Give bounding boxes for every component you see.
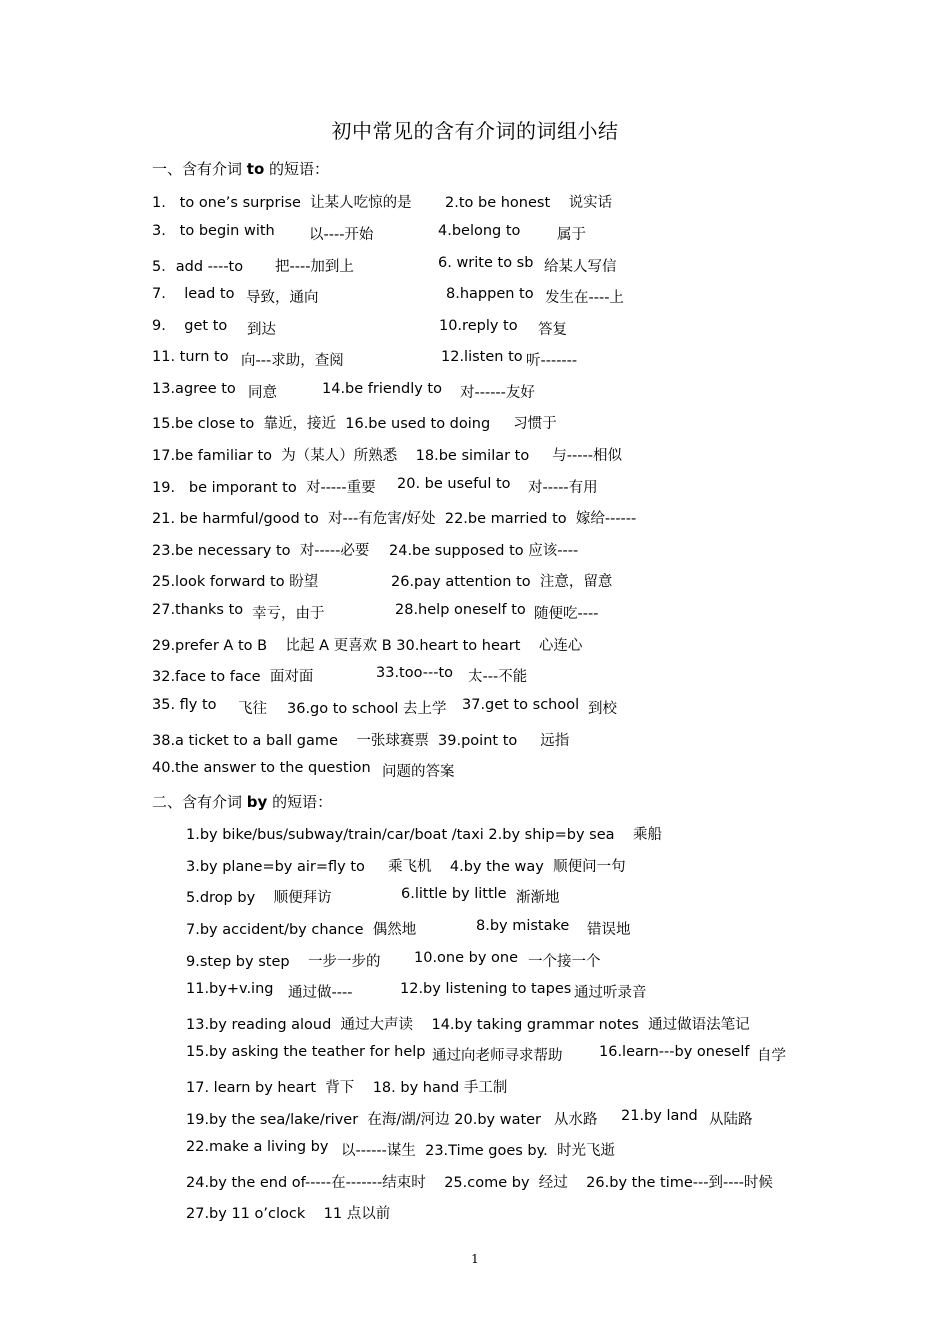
- phrase-text: 40.the answer to the question: [152, 760, 371, 776]
- phrase-text: 飞往: [238, 701, 267, 717]
- phrase-text: 23.be necessary to 对-----必要: [152, 543, 370, 559]
- phrase-text: 17. learn by heart 背下 18. by hand 手工制: [186, 1080, 508, 1096]
- phrase-text: 11.by+v.ing: [186, 981, 274, 997]
- phrase-line: [152, 412, 557, 434]
- page-title: 初中常见的含有介词的词组小结: [331, 119, 619, 143]
- phrase-line: [186, 1139, 615, 1161]
- phrase-line: [152, 570, 613, 592]
- phrase-line: [186, 1076, 508, 1098]
- phrase-text: 9.step by step 一步一步的: [186, 954, 381, 970]
- phrase-text: 3. to begin with: [152, 223, 275, 239]
- phrase-text: 33.too---to: [376, 665, 454, 681]
- section-heading-to: [152, 158, 329, 179]
- phrase-line: [152, 381, 535, 403]
- phrase-text: 22.make a living by: [186, 1139, 329, 1155]
- phrase-text: 通过听录音: [574, 985, 647, 1001]
- phrase-text: 随便吃----: [534, 606, 599, 622]
- phrase-line: [186, 1202, 391, 1224]
- phrase-text: 16.learn---by oneself: [599, 1044, 750, 1060]
- phrase-line: [186, 950, 601, 972]
- heading-suffix: 的短语：: [264, 160, 330, 178]
- phrase-text: 向---求助，查阅: [241, 353, 344, 369]
- phrase-line: [152, 223, 586, 245]
- phrase-text: 21. be harmful/good to 对---有危害/好处 22.be married to 嫁给------: [152, 511, 637, 527]
- phrase-text: 从陆路: [709, 1112, 753, 1128]
- phrase-text: 19.by the sea/lake/river 在海/湖/河边 20.by water: [186, 1112, 542, 1128]
- phrase-text: 导致，通向: [246, 290, 319, 306]
- phrase-text: 24.by the end of-----在-------结束时 25.come by 经过 26.by the time---到----时候: [186, 1175, 773, 1191]
- phrase-text: 10.one by one: [414, 950, 519, 966]
- phrase-text: 27.thanks to: [152, 602, 244, 618]
- heading-prefix: 一、含有介词: [152, 160, 247, 178]
- phrase-text: 10.reply to: [439, 318, 518, 334]
- page-number: 1: [471, 1252, 479, 1266]
- phrase-text: 2.to be honest 说实话: [445, 195, 613, 211]
- phrase-text: 12.listen to: [441, 349, 523, 365]
- phrase-text: 把----加到上: [275, 259, 354, 275]
- phrase-line: [152, 665, 528, 687]
- phrase-line: [152, 539, 579, 561]
- phrase-text: 同意: [248, 385, 277, 401]
- phrase-text: 太---不能: [468, 669, 528, 685]
- phrase-text: 以------谋生 23.Time goes by. 时光飞逝: [341, 1143, 615, 1159]
- phrase-line: [186, 1108, 753, 1130]
- phrase-text: 32.face to face 面对面: [152, 669, 314, 685]
- phrase-text: 5．add ----to: [152, 259, 244, 275]
- phrase-text: 37.get to school: [462, 697, 580, 713]
- phrase-text: 问题的答案: [382, 764, 455, 780]
- phrase-text: 到校: [588, 701, 617, 717]
- phrase-text: 25.look forward to 盼望: [152, 574, 319, 590]
- phrase-text: 12.by listening to tapes: [400, 981, 572, 997]
- phrase-text: 6. write to sb: [438, 255, 534, 271]
- phrase-text: 自学: [757, 1048, 786, 1064]
- phrase-text: 11. turn to: [152, 349, 229, 365]
- phrase-text: 14.be friendly to: [322, 381, 442, 397]
- phrase-text: 13.by reading aloud 通过大声读 14.by taking grammar notes 通过做语法笔记: [186, 1017, 750, 1033]
- phrase-text: 13.agree to: [152, 381, 236, 397]
- phrase-line: [152, 602, 599, 624]
- phrase-text: 5.drop by 顺便拜访: [186, 890, 332, 906]
- phrase-text: 对------友好: [460, 385, 535, 401]
- phrase-text: 7.by accident/by chance 偶然地: [186, 922, 417, 938]
- phrase-line: [186, 886, 560, 908]
- phrase-text: 17.be familiar to 为（某人）所熟悉 18.be similar to 与-----相似: [152, 448, 622, 464]
- phrase-line: [186, 918, 631, 940]
- phrase-text: 4.belong to: [438, 223, 521, 239]
- phrase-text: 1.by bike/bus/subway/train/car/boat /taxi 2.by ship=by sea 乘船: [186, 827, 662, 843]
- phrase-line: [186, 981, 647, 1003]
- heading-keyword: to: [246, 160, 265, 178]
- phrase-text: 27.by 11 o’clock 11 点以前: [186, 1206, 391, 1222]
- phrase-line: [152, 760, 455, 782]
- phrase-text: 3.by plane=by air=fly to 乘飞机 4.by the way 顺便问一句: [186, 859, 626, 875]
- phrase-text: 6.little by little: [401, 886, 507, 902]
- phrase-text: 以----开始: [309, 227, 374, 243]
- phrase-line: [152, 634, 583, 656]
- phrase-line: [152, 286, 624, 308]
- phrase-text: 7. lead to: [152, 286, 235, 302]
- phrase-text: 幸亏，由于: [252, 606, 325, 622]
- phrase-text: 19. be imporant to 对-----重要: [152, 480, 376, 496]
- phrase-text: 29.prefer A to B 比起 A 更喜欢 B 30.heart to heart 心连心: [152, 638, 583, 654]
- phrase-text: 20. be useful to: [397, 476, 511, 492]
- phrase-text: 对-----有用: [528, 480, 598, 496]
- phrase-line: [152, 255, 617, 277]
- phrase-text: 28.help oneself to: [395, 602, 526, 618]
- phrase-text: 35. fly to: [152, 697, 217, 713]
- phrase-text: 通过做----: [288, 985, 353, 1001]
- phrase-line: [152, 444, 622, 466]
- phrase-text: 发生在----上: [545, 290, 624, 306]
- phrase-text: 26.pay attention to 注意，留意: [391, 574, 613, 590]
- phrase-line: [186, 1171, 773, 1193]
- phrase-text: 21.by land: [621, 1108, 698, 1124]
- phrase-text: 8.happen to: [446, 286, 534, 302]
- phrase-text: 给某人写信: [544, 259, 617, 275]
- phrase-line: [186, 855, 626, 877]
- heading-keyword: by: [246, 793, 268, 811]
- phrase-line: [186, 823, 662, 845]
- phrase-text: 15.be close to 靠近，接近 16.be used to doing 习惯于: [152, 416, 557, 432]
- heading-prefix: 二、含有介词: [152, 793, 247, 811]
- phrase-text: 一个接一个: [528, 954, 601, 970]
- phrase-text: 38.a ticket to a ball game 一张球赛票 39.point to 远指: [152, 733, 570, 749]
- phrase-line: [152, 697, 617, 719]
- phrase-line: [186, 1044, 786, 1066]
- heading-suffix: 的短语：: [267, 793, 333, 811]
- phrase-text: 8.by mistake: [476, 918, 570, 934]
- phrase-line: [152, 476, 598, 498]
- phrase-text: 错误地: [587, 922, 631, 938]
- phrase-text: 从水路: [554, 1112, 598, 1128]
- phrase-line: [152, 507, 637, 529]
- phrase-text: 渐渐地: [516, 890, 560, 906]
- phrase-text: 属于: [557, 227, 586, 243]
- phrase-line: [152, 349, 578, 371]
- phrase-line: [152, 191, 613, 213]
- phrase-text: 听-------: [526, 353, 578, 369]
- phrase-text: 1. to one’s surprise 让某人吃惊的是: [152, 195, 412, 211]
- phrase-text: 通过向老师寻求帮助: [432, 1048, 563, 1064]
- phrase-text: 9. get to: [152, 318, 228, 334]
- phrase-text: 36.go to school 去上学: [287, 701, 447, 717]
- phrase-line: [152, 318, 567, 340]
- phrase-text: 24.be supposed to 应该----: [389, 543, 579, 559]
- phrase-text: 到达: [247, 322, 276, 338]
- phrase-line: [152, 729, 570, 751]
- phrase-text: 15.by asking the teather for help: [186, 1044, 426, 1060]
- phrase-line: [186, 1013, 750, 1035]
- phrase-text: 答复: [538, 322, 567, 338]
- section-heading-by: [152, 791, 332, 812]
